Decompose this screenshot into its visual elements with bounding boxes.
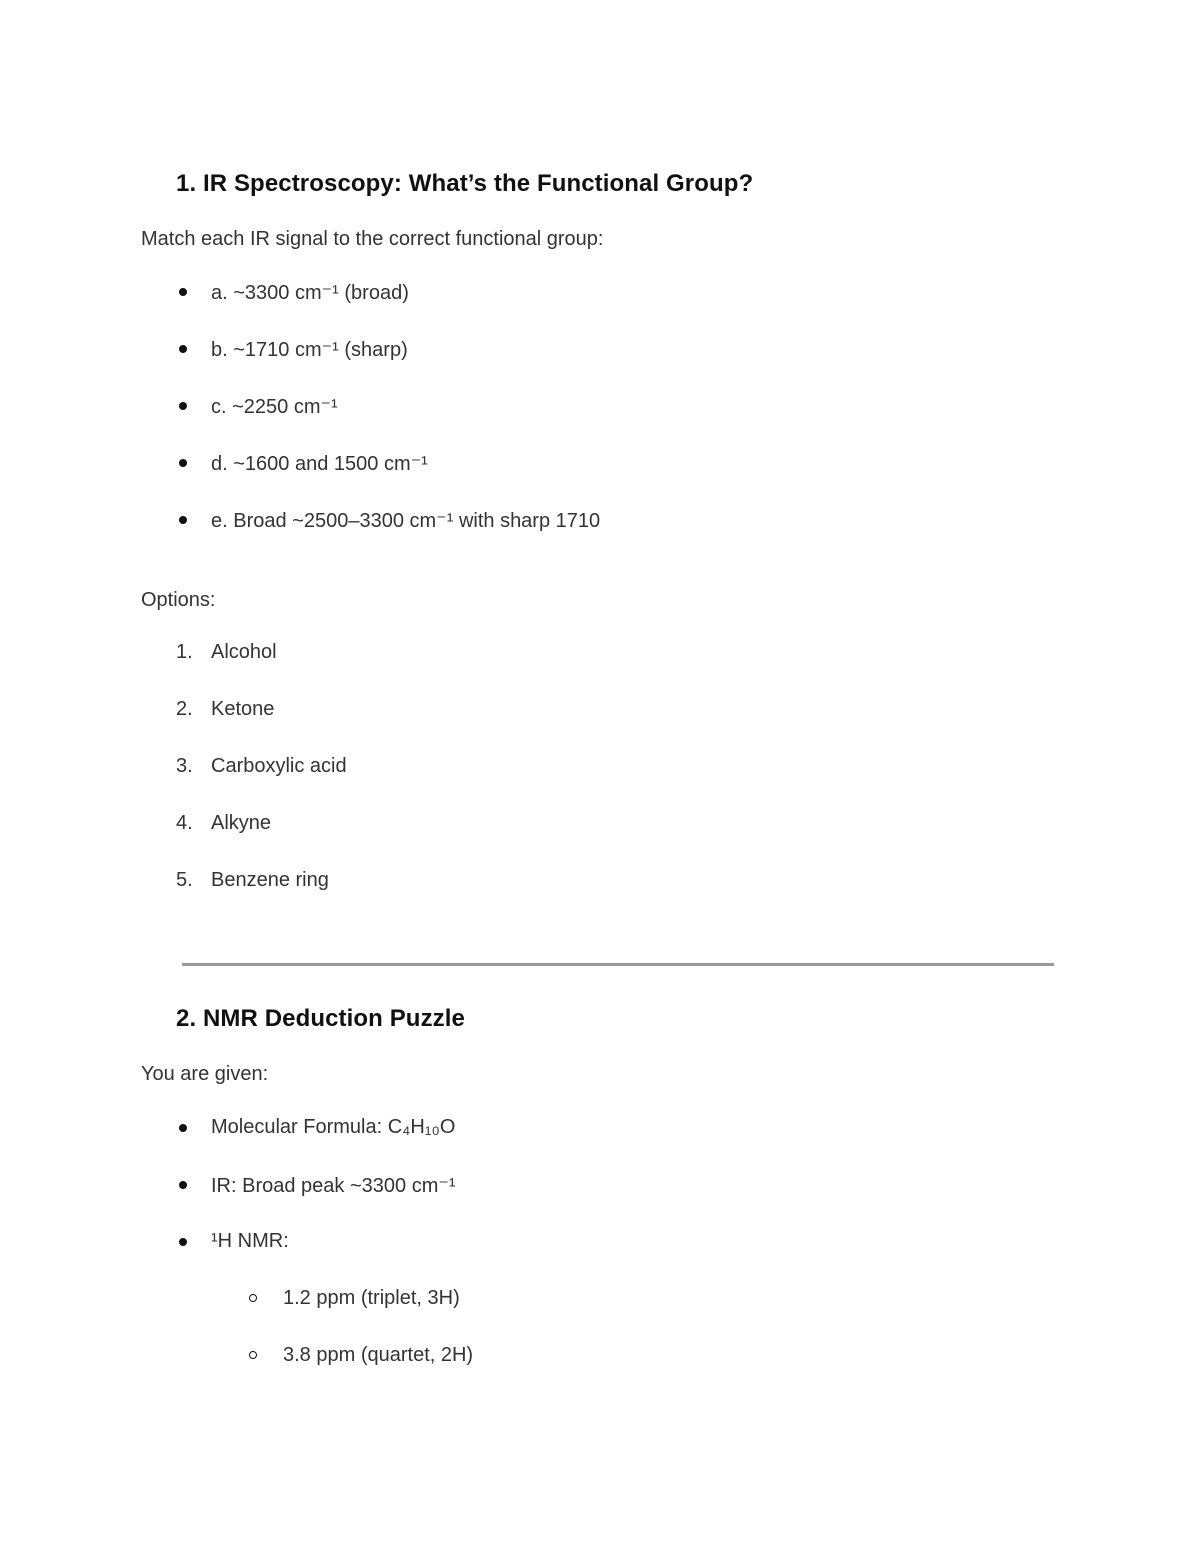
- list-item: d. ~1600 and 1500 cm⁻¹: [211, 453, 428, 475]
- list-item: Carboxylic acid: [211, 755, 347, 777]
- hollow-bullet-icon: [249, 1351, 257, 1359]
- bullet-icon: [179, 1124, 187, 1132]
- bullet-icon: [179, 288, 187, 296]
- section-1-heading: 1. IR Spectroscopy: What’s the Functional Group?: [176, 170, 754, 197]
- list-item: Molecular Formula: C₄H₁₀O: [211, 1116, 456, 1138]
- option-number: 5.: [176, 869, 193, 891]
- list-item: Alcohol: [211, 641, 277, 663]
- list-item: 3.8 ppm (quartet, 2H): [283, 1344, 474, 1366]
- option-number: 4.: [176, 812, 193, 834]
- bullet-icon: [179, 1181, 187, 1189]
- bullet-icon: [179, 516, 187, 524]
- options-label: Options:: [141, 589, 216, 611]
- section-2-heading: 2. NMR Deduction Puzzle: [176, 1005, 465, 1032]
- bullet-icon: [179, 459, 187, 467]
- list-item: Ketone: [211, 698, 275, 720]
- list-item: b. ~1710 cm⁻¹ (sharp): [211, 339, 408, 361]
- hollow-bullet-icon: [249, 1294, 257, 1302]
- list-item: ¹H NMR:: [211, 1230, 289, 1252]
- bullet-icon: [179, 402, 187, 410]
- section-1-intro: Match each IR signal to the correct functional group:: [141, 228, 604, 250]
- list-item: c. ~2250 cm⁻¹: [211, 396, 338, 418]
- option-number: 2.: [176, 698, 193, 720]
- bullet-icon: [179, 1238, 187, 1246]
- list-item: IR: Broad peak ~3300 cm⁻¹: [211, 1175, 456, 1197]
- list-item: e. Broad ~2500–3300 cm⁻¹ with sharp 1710: [211, 510, 601, 532]
- horizontal-rule: [182, 963, 1054, 966]
- section-2-intro: You are given:: [141, 1063, 269, 1085]
- list-item: a. ~3300 cm⁻¹ (broad): [211, 282, 409, 304]
- list-item: Alkyne: [211, 812, 272, 834]
- list-item: Benzene ring: [211, 869, 329, 891]
- bullet-icon: [179, 345, 187, 353]
- option-number: 1.: [176, 641, 193, 663]
- list-item: 1.2 ppm (triplet, 3H): [283, 1287, 460, 1309]
- option-number: 3.: [176, 755, 193, 777]
